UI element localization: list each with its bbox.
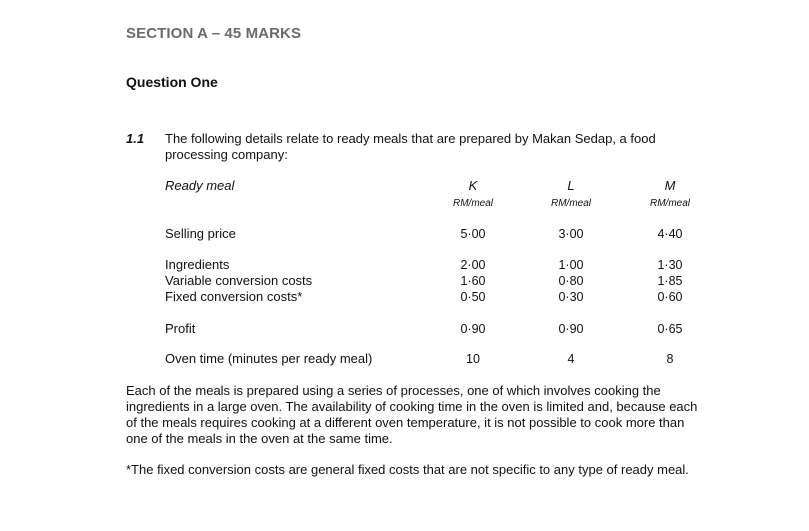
table-cell: 0·90 [558,322,584,336]
table-cell: 4 [567,352,575,366]
column-header-m: M [664,178,676,193]
table-cell: 10 [466,352,480,366]
paragraph-footnote: *The fixed conversion costs are general fixed costs that are not specific to any type of ready meal. [126,462,689,477]
table-cell: 3·00 [558,227,584,241]
table-cell: 5·00 [460,227,486,241]
table-header-label: Ready meal [165,178,235,193]
table-cell: 0·60 [657,290,683,304]
column-header-k: K [468,178,478,193]
table-cell: 2·00 [460,258,486,272]
paragraph-oven-constraint: Each of the meals is prepared using a series of processes, one of which involves cooking the ingredients in a large oven. The availability of cooking time in the oven is limited and, because each of the meals requires cooking at a different oven temperature, it is not possible to cook more than one of the meals in the oven at the same time. [126,383,698,446]
table-cell: 1·30 [657,258,683,272]
table-cell: 0·65 [657,322,683,336]
column-unit-m: RM/meal [649,198,690,209]
column-header-l: L [567,178,575,193]
table-cell: 8 [666,352,674,366]
table-cell: 0·50 [460,290,486,304]
table-cell: 1·85 [657,274,683,288]
row-label: Profit [165,321,196,336]
row-label: Ingredients [165,257,230,272]
table-cell: 0·30 [558,290,584,304]
question-title: Question One [126,74,218,90]
table-cell: 4·40 [657,227,683,241]
question-intro: The following details relate to ready meals that are prepared by Makan Sedap, a food processing company: [165,131,656,162]
row-label: Fixed conversion costs* [165,289,303,304]
row-label: Variable conversion costs [165,273,313,288]
row-label: Oven time (minutes per ready meal) [165,351,373,366]
column-unit-l: RM/meal [550,198,591,209]
column-unit-k: RM/meal [452,198,493,209]
question-number: 1.1 [126,131,145,146]
table-cell: 1·60 [460,274,486,288]
table-cell: 0·90 [460,322,486,336]
row-label: Selling price [165,226,236,241]
table-cell: 1·00 [558,258,584,272]
section-title: SECTION A – 45 MARKS [126,25,302,42]
table-cell: 0·80 [558,274,584,288]
